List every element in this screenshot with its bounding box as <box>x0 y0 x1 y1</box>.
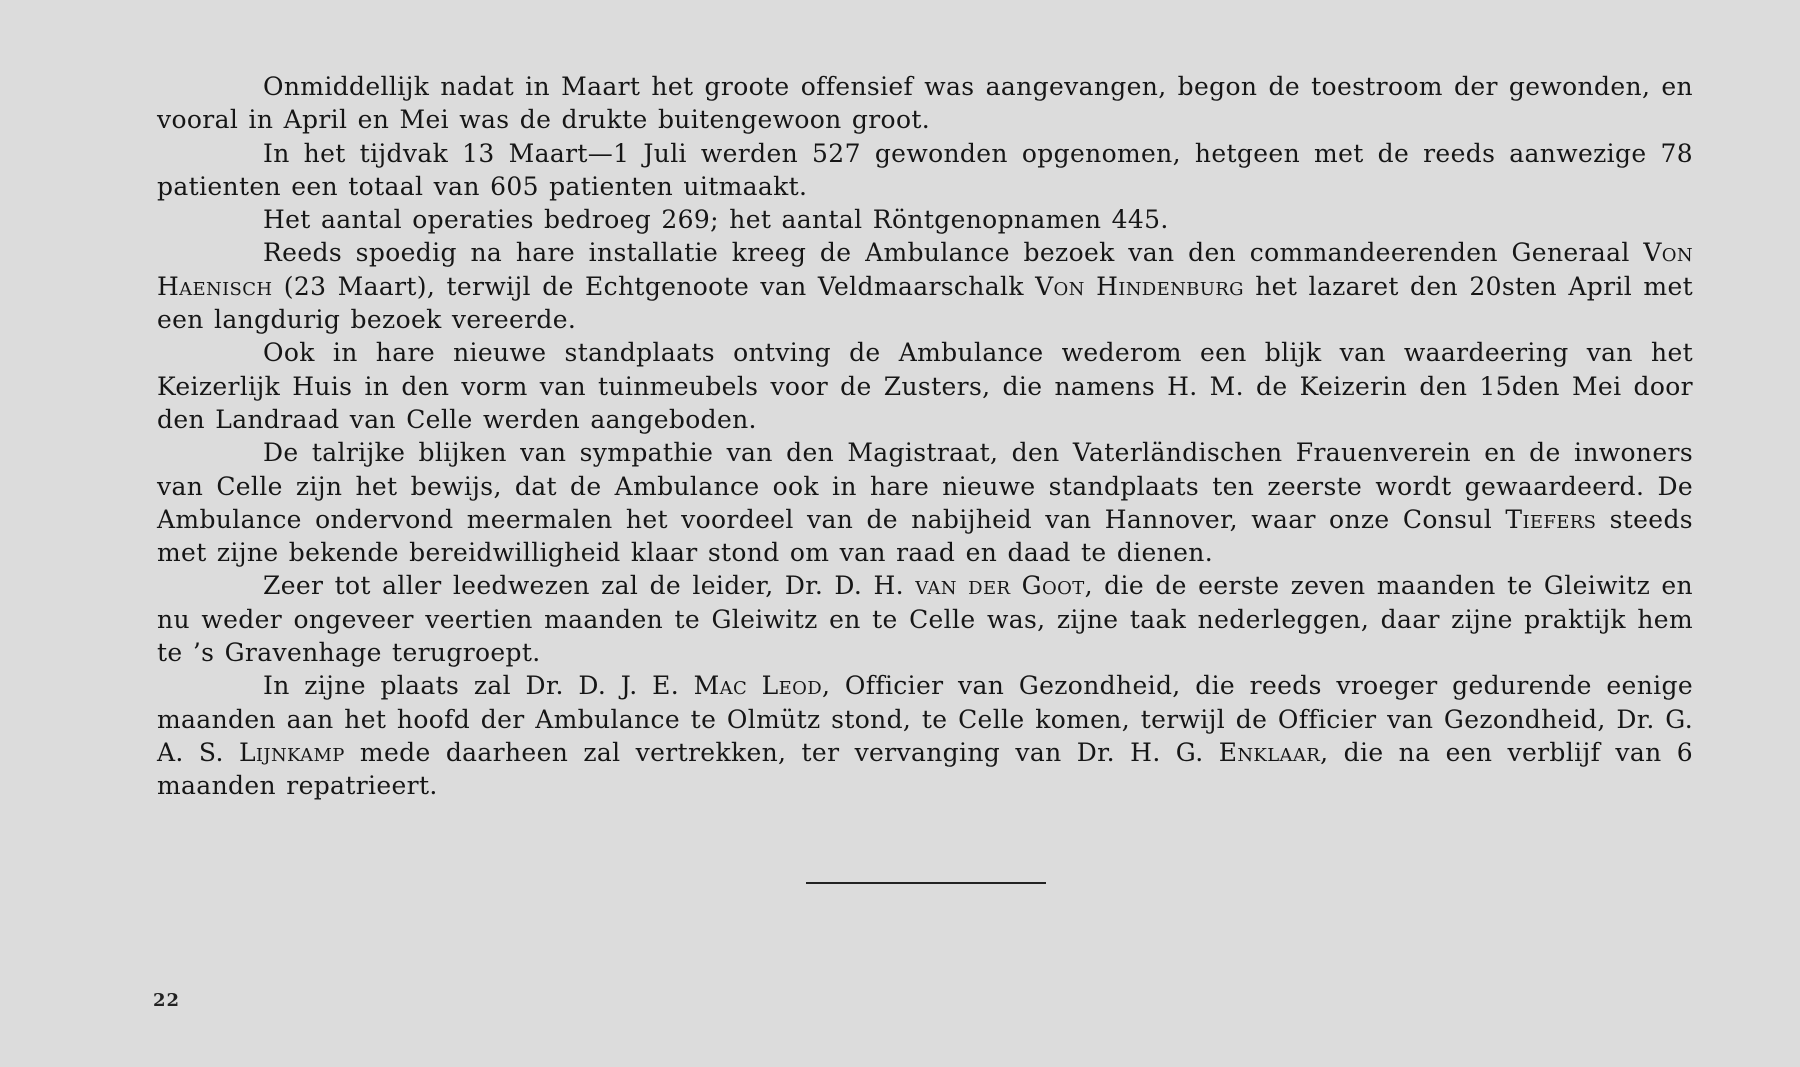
section-divider <box>806 882 1046 884</box>
paragraph-offensief: Onmiddellijk nadat in Maart het groote offensief was aangevangen, begon de toestroom der gewonden, en vooral in April en Mei was de drukte buitengewoon groot. <box>157 72 1693 135</box>
page-number: 22 <box>153 990 181 1011</box>
name-enklaar: Enklaar <box>1218 737 1321 767</box>
name-tiefers: Tiefers <box>1505 504 1597 534</box>
name-van-der-goot: van der Goot <box>915 571 1085 601</box>
text-segment: steeds met zijne bekende bereidwilligheid klaar stond om van raad en daad te dienen. <box>157 504 1693 568</box>
paragraph-leider <box>157 569 1693 669</box>
paragraph-sympathie <box>157 436 1693 569</box>
body-text <box>157 70 1693 803</box>
paragraph-opvolger <box>157 669 1693 802</box>
text-segment: , Officier van Gezondheid, die reeds vroeger gedurende eenige maanden aan het hoofd der Ambulance te Olmütz stond, te Celle komen, terwijl de Officier van Gezondheid, Dr. G. A. S. <box>157 671 1693 767</box>
text-segment: mede daarheen zal vertrekken, ter vervanging van Dr. H. G. <box>344 737 1219 767</box>
text-segment: De talrijke blijken van sympathie van den Magistraat, den Vaterländischen Frauenverein en de inwoners van Celle zijn het bewijs, dat de Ambulance ook in hare nieuwe standplaats ten zeerste wordt gewaardeerd. De Ambulance ondervond meermalen het voordeel van de nabijheid van Hannover, waar onze Consul <box>157 438 1693 534</box>
text-segment: het lazaret den 20sten April met een langdurig bezoek vereerde. <box>157 271 1693 335</box>
paragraph-bezoek <box>157 236 1693 336</box>
paragraph-tijdvak: In het tijdvak 13 Maart—1 Juli werden 527 gewonden opgenomen, hetgeen met de reeds aanwezige 78 patienten een totaal van 605 patienten uitmaakt. <box>157 138 1693 201</box>
name-von-hindenburg: Von Hindenburg <box>1035 271 1244 301</box>
paragraph-operaties: Het aantal operaties bedroeg 269; het aantal Röntgenopnamen 445. <box>263 205 1169 235</box>
name-lijnkamp: Lijnkamp <box>238 737 345 767</box>
text-segment: , die de eerste zeven maanden te Gleiwitz en nu weder ongeveer veertien maanden te Gleiwitz en te Celle was, zijne taak nederleggen, daar zijne praktijk hem te ’s Gravenhage terugroept. <box>157 571 1693 668</box>
paragraph-keizerlijk-huis: Ook in hare nieuwe standplaats ontving de Ambulance wederom een blijk van waardeering van het Keizerlijk Huis in den vorm van tuinmeubels voor de Zusters, die namens H. M. de Keizerin den 15den Mei door den Landraad van Celle werden aangeboden. <box>157 338 1693 434</box>
text-segment: , die na een verblijf van 6 maanden repatrieert. <box>157 737 1693 801</box>
text-segment: Reeds spoedig na hare installatie kreeg de Ambulance bezoek van den commandeerenden Generaal <box>263 238 1644 268</box>
name-mac-leod: Mac Leod <box>693 671 822 701</box>
text-segment: (23 Maart), terwijl de Echtgenoote van Veldmaarschalk <box>272 271 1036 301</box>
name-von-haenisch: Von Haenisch <box>157 238 1693 301</box>
text-segment: In zijne plaats zal Dr. D. J. E. <box>263 671 694 701</box>
text-segment: Zeer tot aller leedwezen zal de leider, Dr. D. H. <box>263 571 916 601</box>
